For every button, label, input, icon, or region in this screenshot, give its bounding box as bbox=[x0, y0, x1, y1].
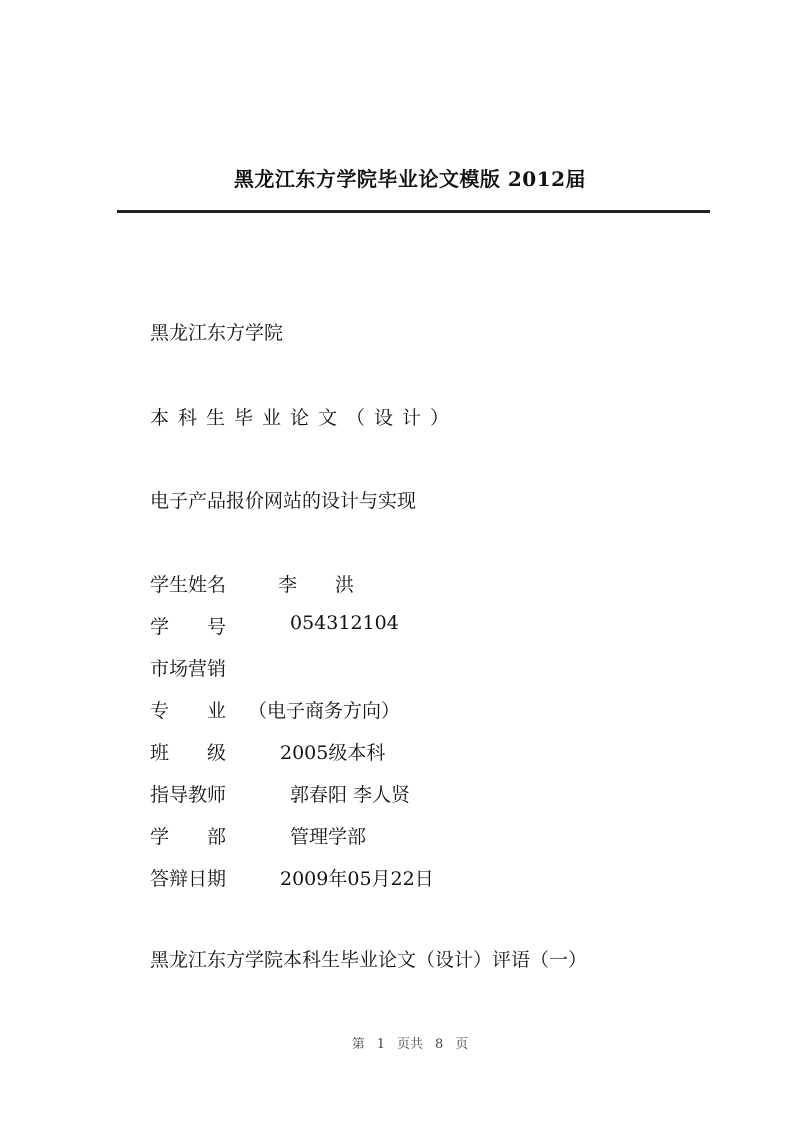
field-label: 学 部 bbox=[150, 826, 227, 848]
field-label: 专 业 bbox=[150, 700, 227, 722]
field-value: 管理学部 bbox=[290, 826, 367, 848]
footer-page-suffix: 页 bbox=[455, 1037, 469, 1052]
field-value: 2009年05月22日 bbox=[280, 868, 434, 890]
footer-page-number: 1 bbox=[376, 1037, 385, 1052]
footer-page-mid: 页共 bbox=[396, 1037, 423, 1052]
field-label: 指导教师 bbox=[150, 784, 227, 806]
thesis-type: 本科生毕业论文（设计） bbox=[150, 407, 459, 429]
footer-page-total: 8 bbox=[435, 1037, 444, 1052]
school-name: 黑龙江东方学院 bbox=[150, 322, 284, 344]
footer-page-prefix: 第 bbox=[351, 1037, 365, 1052]
field-value: （电子商务方向） bbox=[248, 700, 401, 722]
field-label: 班 级 bbox=[150, 742, 227, 764]
field-value: 054312104 bbox=[290, 612, 399, 634]
header-title: 黑龙江东方学院毕业论文模版 2012届 bbox=[233, 167, 587, 191]
review-heading: 黑龙江东方学院本科生毕业论文（设计）评语（一） bbox=[150, 949, 588, 971]
field-label: 学 号 bbox=[150, 616, 227, 638]
field-label: 市场营销 bbox=[150, 658, 227, 680]
field-label: 学生姓名 bbox=[150, 574, 227, 596]
field-label: 答辩日期 bbox=[150, 868, 227, 890]
thesis-title: 电子产品报价网站的设计与实现 bbox=[150, 490, 417, 512]
page-footer bbox=[0, 1033, 800, 1052]
header-divider bbox=[117, 210, 710, 213]
field-value: 李 洪 bbox=[278, 574, 355, 596]
field-value: 郭春阳 李人贤 bbox=[290, 784, 411, 806]
field-value: 2005级本科 bbox=[280, 742, 386, 764]
